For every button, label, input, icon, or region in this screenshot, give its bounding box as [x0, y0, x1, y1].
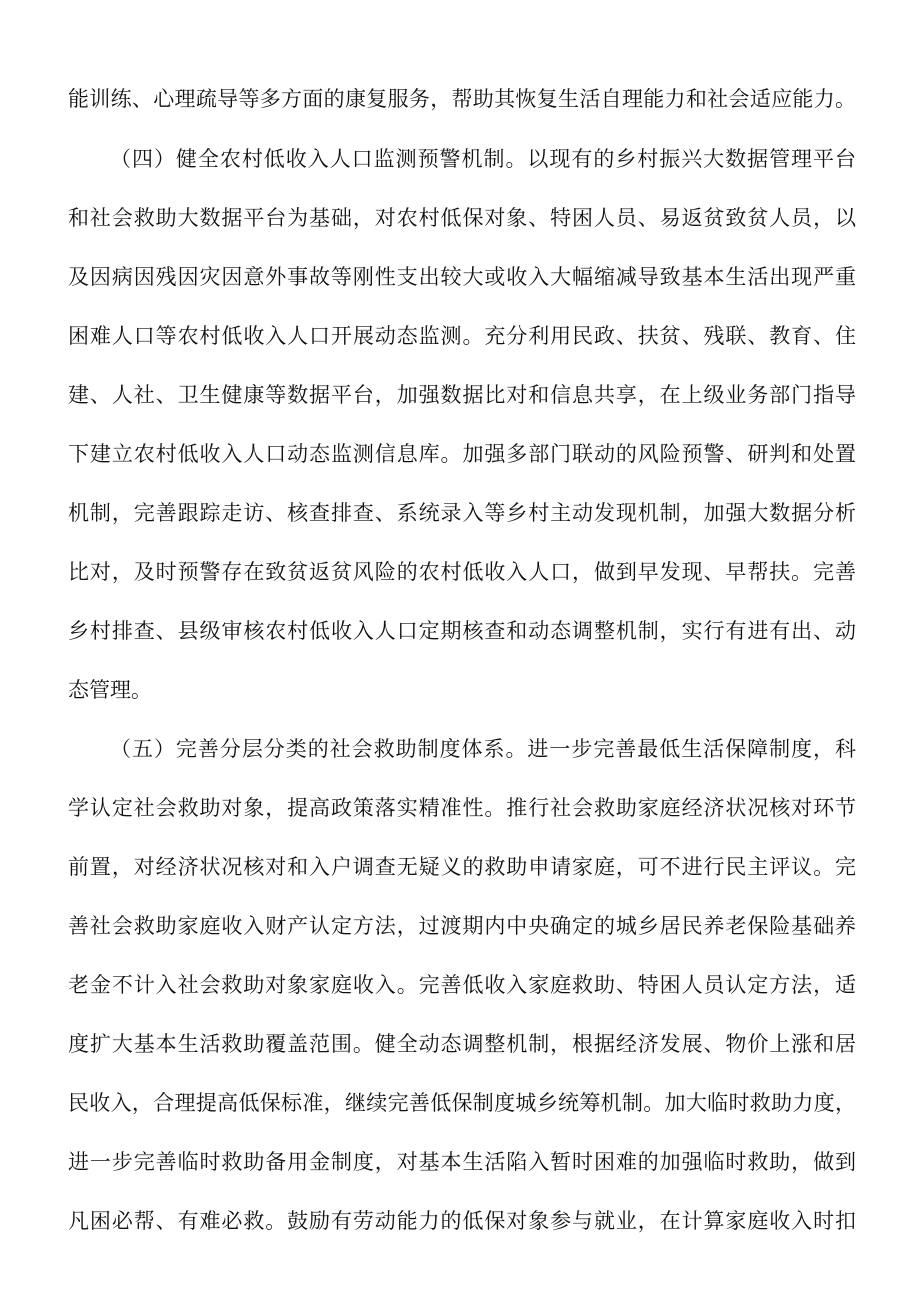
text-line: 和社会救助大数据平台为基础，对农村低保对象、特困人员、易返贫致贫人员，以 [68, 206, 856, 230]
text-line: 困难人口等农村低收入人口开展动态监测。充分利用民政、扶贫、残联、教育、住 [68, 324, 856, 348]
text-line: 学认定社会救助对象，提高政策落实精准性。推行社会救助家庭经济状况核对环节 [68, 796, 856, 820]
text-line: 进一步完善临时救助备用金制度，对基本生活陷入暂时困难的加强临时救助，做到 [68, 1150, 856, 1174]
text-line: 前置，对经济状况核对和入户调查无疑义的救助申请家庭，可不进行民主评议。完 [68, 855, 856, 879]
text-line: 机制，完善跟踪走访、核查排查、系统录入等乡村主动发现机制，加强大数据分析 [68, 501, 856, 525]
text-line: 民收入，合理提高低保标准，继续完善低保制度城乡统筹机制。加大临时救助力度， [68, 1091, 856, 1115]
text-line: 态管理。 [68, 678, 152, 702]
text-line: 善社会救助家庭收入财产认定方法，过渡期内中央确定的城乡居民养老保险基础养 [68, 914, 856, 938]
text-line: 老金不计入社会救助对象家庭收入。完善低收入家庭救助、特困人员认定方法，适 [68, 973, 856, 997]
text-line: 能训练、心理疏导等多方面的康复服务，帮助其恢复生活自理能力和社会适应能力。 [68, 87, 856, 111]
text-line: 凡困必帮、有难必救。鼓励有劳动能力的低保对象参与就业，在计算家庭收入时扣 [68, 1209, 856, 1233]
section-heading-line: （四）健全农村低收入人口监测预警机制。以现有的乡村振兴大数据管理平台 [110, 147, 856, 171]
text-line: 及因病因残因灾因意外事故等刚性支出较大或收入大幅缩减导致基本生活出现严重 [68, 265, 856, 289]
section-heading-line: （五）完善分层分类的社会救助制度体系。进一步完善最低生活保障制度，科 [110, 737, 856, 761]
text-line: 度扩大基本生活救助覆盖范围。健全动态调整机制，根据经济发展、物价上涨和居 [68, 1032, 856, 1056]
text-line: 乡村排查、县级审核农村低收入人口定期核查和动态调整机制，实行有进有出、动 [68, 619, 856, 643]
text-line: 建、人社、卫生健康等数据平台，加强数据比对和信息共享，在上级业务部门指导 [68, 383, 856, 407]
text-line: 比对，及时预警存在致贫返贫风险的农村低收入人口，做到早发现、早帮扶。完善 [68, 560, 856, 584]
text-line: 下建立农村低收入人口动态监测信息库。加强多部门联动的风险预警、研判和处置 [68, 442, 856, 466]
